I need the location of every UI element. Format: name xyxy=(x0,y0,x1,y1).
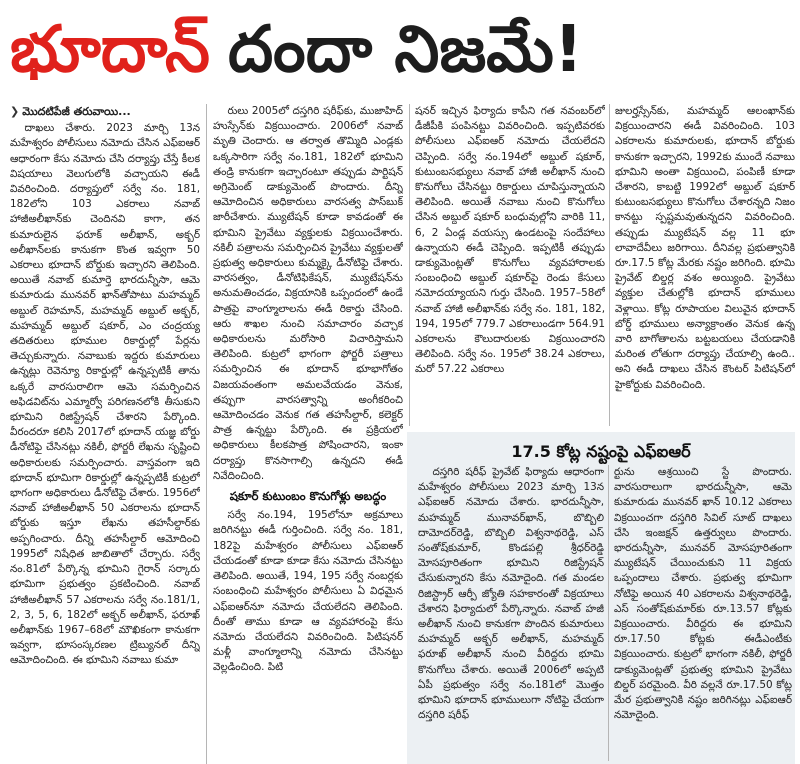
column-divider xyxy=(609,104,610,426)
box-column-1-text: దస్తగిరి షరీఫ్ ప్రైవేట్ ఫిర్యాదు ఆధారంగా మహేశ్వరం పోలీసులు 2023 మార్చి 13న ఎఫ్ఐఆర్ నమోదు చేశారు. భారదున్నీసా, మహమ్మద్ మునావర్‌ఖాన్, బొబ్బిలి దామోదర్‌రెడ్డి, బొబ్బిలి విశ్వనాథరెడ్డి, ఎస్ సంతోష్‌కుమార్, కొండపల్లి శ్రీధర్‌రెడ్డి మోసపూరితంగా భూమిని రిజిస్ట్రేషన్ చేసుకున్నారని కేసు నమోదైంది. గత మండల రిజిస్ట్రార్ ఆర్పీ జ్యోతి సహకారంతో విక్రయాలు చేశారని ఫిర్యాదులో పేర్కొన్నారు. నవాబ్ హజీ అలీఖాన్ నుంచి కానుకగా పొందిన కుమారులు మహమ్మద్ అక్బర్ అలీఖాన్, మహమ్మద్ ఫరూఖ్ అలీఖాన్ నుంచి వీరిద్దరు భూమి కొనుగోలు చేశారు. అయితే 2006లో అప్పటి ఏపీ ప్రభుత్వం సర్వే నం.181లో మొత్తం భూమిని భూదాన్ భూములుగా నోటిఫై చేయగా దస్తగిరి షరీఫ్ xyxy=(418,466,604,722)
article-column-2 xyxy=(213,104,403,764)
headline xyxy=(0,0,800,104)
column-2-text-a: రులు 2005లో దస్తగిరి షరీఫ్‌కు, ముజాహిద్ హుస్సేన్‌కు విక్రయించారు. 2006లో నవాబ్ మృతి చెందారు. ఆ తర్వాత తొమ్మిది ఎండ్లకు ఒక్కసారిగా సర్వే నం.181, 182లో భూమిని తండ్రి కానుకగా ఇచ్చారంటూ తప్పుడు పార్టిషన్ అగ్రిమెంట్ డాక్యుమెంట్ పొందారు. దీన్ని ఆమోదించిన అధికారులు వారసత్వ పాస్‌బుక్ జారీచేశారు. మ్యుటేషన్ కూడా కావడంతో ఈ భూమిని ప్రైవేటు వ్యక్తులకు విక్రయించేశారు. నకిలీ పత్రాలను సమర్పించిన ప్రైవేటు వ్యక్తులతో ప్రభుత్వ అధికారులు కుమ్మక్కై డీనోటిఫై చేశారు. వారసత్వం, డీనోటిఫికేషన్, మ్యుటేషన్‌ను అనుమతించడం, విక్రయానికి ఒప్పందంలో ఉండే పాత్రపై వాంగ్మూలాలను ఈడీ రికార్డు చేసింది. ఆరు శాఖల నుంచి సమాచారం వచ్చాక అధికారులను మరోసారి విచారిస్తామని తెలిపింది. కుట్రలో భాగంగా ఫోర్జరీ పత్రాలు సమర్పించిన ఈ భూదాన్ భూభాగోతం విజయవంతంగా అమలవేయడం వెనుక, తప్పుగా వారసత్వాన్ని అంగీకరించి ఆమోదించడం వెనుక గత తహసీల్దార్, కలెక్టర్ పాత్ర ఉన్నట్టు పేర్కొంది. ఈ ప్రక్రియలో అధికారులు కీలకపాత్ర పోషించారని, ఇంకా దర్యాప్తు కొనసాగాల్సి ఉన్నదని ఈడీ నివేదించింది. xyxy=(213,105,403,482)
article-column-1 xyxy=(10,104,200,764)
column-divider xyxy=(206,104,207,764)
column-4-text: జులర్హస్సేన్‌కు, మహమ్మద్ ఆలంఖాన్‌కు విక్రయించారని ఈడీ వివరించింది. 103 ఎకరాలను కుమారులకు, భూదాన్ బోర్డుకు కానుకగా ఇచ్చారని, 1992కు ముందే నవాబు భూమిని అంతా విక్రయించి, పంపిణీ కూడా చేశారని, కాబట్టి 1992లో అబ్దుల్ షకూర్ కుటుంబసభ్యులు కొనుగోలు చేశారన్నది నిజం కానట్టు స్పష్టమవుతున్నదని వివరించింది. తప్పుడు మ్యుటేషన్ వల్ల 11 భూ లావాదేవీలు జరిగాయి. దీనివల్ల ప్రభుత్వానికి రూ.17.5 కోట్ల మేరకు నష్టం జరిగింది. భూమి ప్రైవేట్ బిల్డర్ల వశం అయ్యింది. ప్రైవేటు వ్యక్తుల చేతుల్లోకి భూదాన్ భూములు వెళ్లాయి. కోట్ల రూపాయల విలువైన భూదాన్ బోర్డ్ భూములు అన్యాక్రాంతం వెనుక ఉన్న వారి బాగోతాలను బట్టబయలు చేయడానికి మరింత లోతుగా దర్యాప్తు చేయాల్సి ఉంది.. అని ఈడీ దాఖలు చేసిన కౌంటర్ పిటిషన్‌లో హైకోర్టుకు వివరించింది. xyxy=(615,105,795,391)
box-column-divider xyxy=(608,465,609,761)
headline-part1: భూదాన్ xyxy=(10,13,210,87)
article-column-3 xyxy=(415,104,605,424)
headline-part2: దందా నిజమే! xyxy=(227,13,584,87)
kicker xyxy=(10,104,200,119)
box-column-1 xyxy=(418,465,604,764)
article-column-4 xyxy=(615,104,795,424)
box-column-2 xyxy=(614,465,792,764)
column-3-text: షనర్ ఇచ్చిన ఫిర్యాదు కాపీని గత నవంబర్‌లో డీజీపీకి పంపినట్టు వివరించింది. ఇప్పటివరకు పోలీసులు ఎఫ్ఐఆర్ నమోదు చేయలేదని చెప్పింది. సర్వే నం.194లో అబ్దుల్ షకూర్, కుటుంబసభ్యులు నవాబ్ హాజీ అలీఖాన్ నుంచి కొనుగోలు చేసినట్టు రికార్డులు చూపిస్తున్నాయని తెలిపింది. అయితే నవాబు నుంచి కొనుగోలు చేసిన అబ్దుల్ షకూర్ బంధువుల్లోని వారికి 11, 6, 2 ఏండ్ల వయస్సు ఉండటంపై సందేహాలు ఉన్నాయని ఈడీ చెప్పింది. ఇప్పటికీ తప్పుడు డాక్యుమెంట్లతో కొనుగోలు వ్యవహారాలకు సంబంధించి అబ్దుల్ షకూర్‌పై రెండు కేసులు నమోదయ్యాయని గుర్తు చేసింది. 1957–58లో నవాబ్ హాజీ అలీఖాన్‌కు సర్వే నం. 181, 182, 194, 195లో 779.7 ఎకరాలుండగా 564.91 ఎకరాలను కౌలుదారులకు విక్రయించారని తెలిపింది. సర్వే నం. 195లో 38.24 ఎకరాలు, మరో 57.22 ఎకరాలు xyxy=(415,105,605,376)
column-2-text-b: సర్వే నం.194, 195లోనూ అక్రమాలు జరిగినట్టు ఈడీ గుర్తించింది. సర్వే నం. 181, 182పై మహేశ్వరం పోలీసులు ఎఫ్ఐఆర్ చేయడంతో కూడా కూడా కేసు నమోదు చేసినట్టు తెలిపింది. అయితే, 194, 195 సర్వే నంబర్లకు సంబంధించి మహేశ్వరం పోలీసులు ఏ విధమైన ఎఫ్ఐఆర్‌నూ నమోదు చేయలేదని తెలిపింది. దీంతో తాము కూడా ఆ వ్యవహారంపై కేసు నమోదు చేయలేదని వివరించింది. పిటిషనర్ మళ్లీ వాంగ్మూలాన్ని నమోదు చేసినట్టు వెల్లడించింది. పిటి xyxy=(213,509,403,674)
kicker-label: మొదటిపేజీ తరువాయి... xyxy=(22,105,131,118)
column-1-text: దాఖలు చేశారు. 2023 మార్చి 13న మహేశ్వరం పోలీసులు నమోదు చేసిన ఎఫ్ఐఆర్ ఆధారంగా కేసు నమోదు చేసి దర్యాప్తు చేస్తే కీలక విషయాలు వెలుగులోకి వచ్చాయని ఈడీ వివరించింది. దర్యాప్తులో సర్వే నం. 181, 182లోని 103 ఎకరాలు నవాబ్ హాజీఅలీఖాన్‌కు చెందినవి కాగా, తన కుమారులైన ఫరూక్ అలీఖాన్, అక్బర్ అలీఖాన్‌లకు కానుకగా కొంత ఇవ్వగా 50 ఎకరాలు భూదాన్ బోర్డుకు ఇచ్చారని తెలిపింది. అయితే నవాబ్ కుమార్తె భారదున్నీసా, ఆమె కుమారుడు మునవర్ ఖాన్‌తోపాటు మహమ్మద్ అబ్దుల్ రెహమాన్, మహమ్మద్ అబ్దుల్ అక్బర్, మహమ్మద్ అబ్దుల్ షకూర్, ఎం చంద్రయ్య తదితరులు భూముల రికార్డుల్లో పేర్లను తెచ్చుకున్నారు. నవాబుకు ఇద్దరు కుమారులు ఉన్నట్లు రెవెన్యూ రికార్డుల్లో ఉన్నప్పటికీ తాను ఒక్కరే వారసురాలిగా ఆమె సమర్పించిన అఫిడవిట్‌ను ఎమ్మార్వో పరిగణనలోకి తీసుకుని భూమిని రిజిస్ట్రేషన్ చేశారని పేర్కొంది. వీరందరూ కలిసి 2017లో భూదాన్ యజ్ఞ బోర్డు డీనోటిఫై చేసినట్లు నకిలీ, ఫోర్జరీ లేఖను సృష్టించి అధికారులకు సమర్పించారు. వాస్తవంగా ఇది భూదాన్ భూమిగా రికార్డుల్లో ఉన్నప్పటికీ కుట్రలో భాగంగా అధికారులు డీనోటిఫై చేశారు. 1956లో నవాబ్ హాజీఅలీఖాన్ 50 ఎకరాలను భూదాన్ బోర్డుకు ఇస్తూ లేఖను తహసీల్దార్‌కు అప్పగించారు. దీన్ని తహసీల్దార్ ఆమోదించి 1995లో నిషేధిత జాబితాలో చేర్చారు. సర్వే నం.81లో పేర్కొన్న భూమిని గైరాన్ సర్కారు భూమిగా ప్రభుత్వం ప్రకటించింది. నవాబ్ హాజీఅలీఖాన్ 57 ఎకరాలను సర్వే నం.181/1, 2, 3, 5, 6, 182లో అక్బర్ అలీఖాన్, ఫరూఖ్ అలీఖాన్‌కు 1967–68లో మౌఖికంగా కానుకగా ఇవ్వగా, భూసంస్కరణల ట్రిబ్యునల్ దీన్ని ఆమోదించింది. ఈ భూమిని నవాబు కుమా xyxy=(10,122,200,667)
box-column-2-text: ర్టును ఆశ్రయించి స్టే పొందారు. వారసురాలుగా భారదున్నీసా, ఆమె కుమారుడు మునవర్ ఖాన్ 10.12 ఎకరాలు విక్రయించగా దస్తగిరి సివిల్ సూట్ దాఖలు చేసి ఇంజక్షన్ ఉత్తర్వులు పొందారు. భారదున్నీసా, మునవర్ మోసపూరితంగా మ్యుటేషన్ చేయించుకుని 11 విక్రయ ఒప్పందాలు చేశారు. ప్రభుత్వ భూమిగా నోటిఫై అయిన 40 ఎకరాలను విశ్వనాథరెడ్డి, ఎస్ సంతోష్‌కుమార్‌కు రూ.13.57 కోట్లకు విక్రయించారు. వీరిద్దరు ఈ భూమిని రూ.17.50 కోట్లకు ఈడీఎంటీకు విక్రయించారు. కుట్రలో భాగంగా నకిలీ, ఫోర్జరీ డాక్యుమెంట్లతో ప్రభుత్వ భూమిని ప్రైవేటు బిల్డర్ పరమైంది. వీరి వల్లనే రూ.17.50 కోట్ల మేర ప్రభుత్వానికి నష్టం జరిగినట్లు ఎఫ్ఐఆర్ నమోదైంది. xyxy=(614,466,792,722)
column-divider xyxy=(409,104,410,426)
chevron-right-icon: ❯ xyxy=(10,105,20,118)
section-subhead: షకూర్ కుటుంబం కొనుగోళ్లు అబద్ధం xyxy=(229,489,387,504)
box-title: 17.5 కోట్ల నష్టంపై ఎఫ్ఐఆర్ xyxy=(511,442,691,461)
